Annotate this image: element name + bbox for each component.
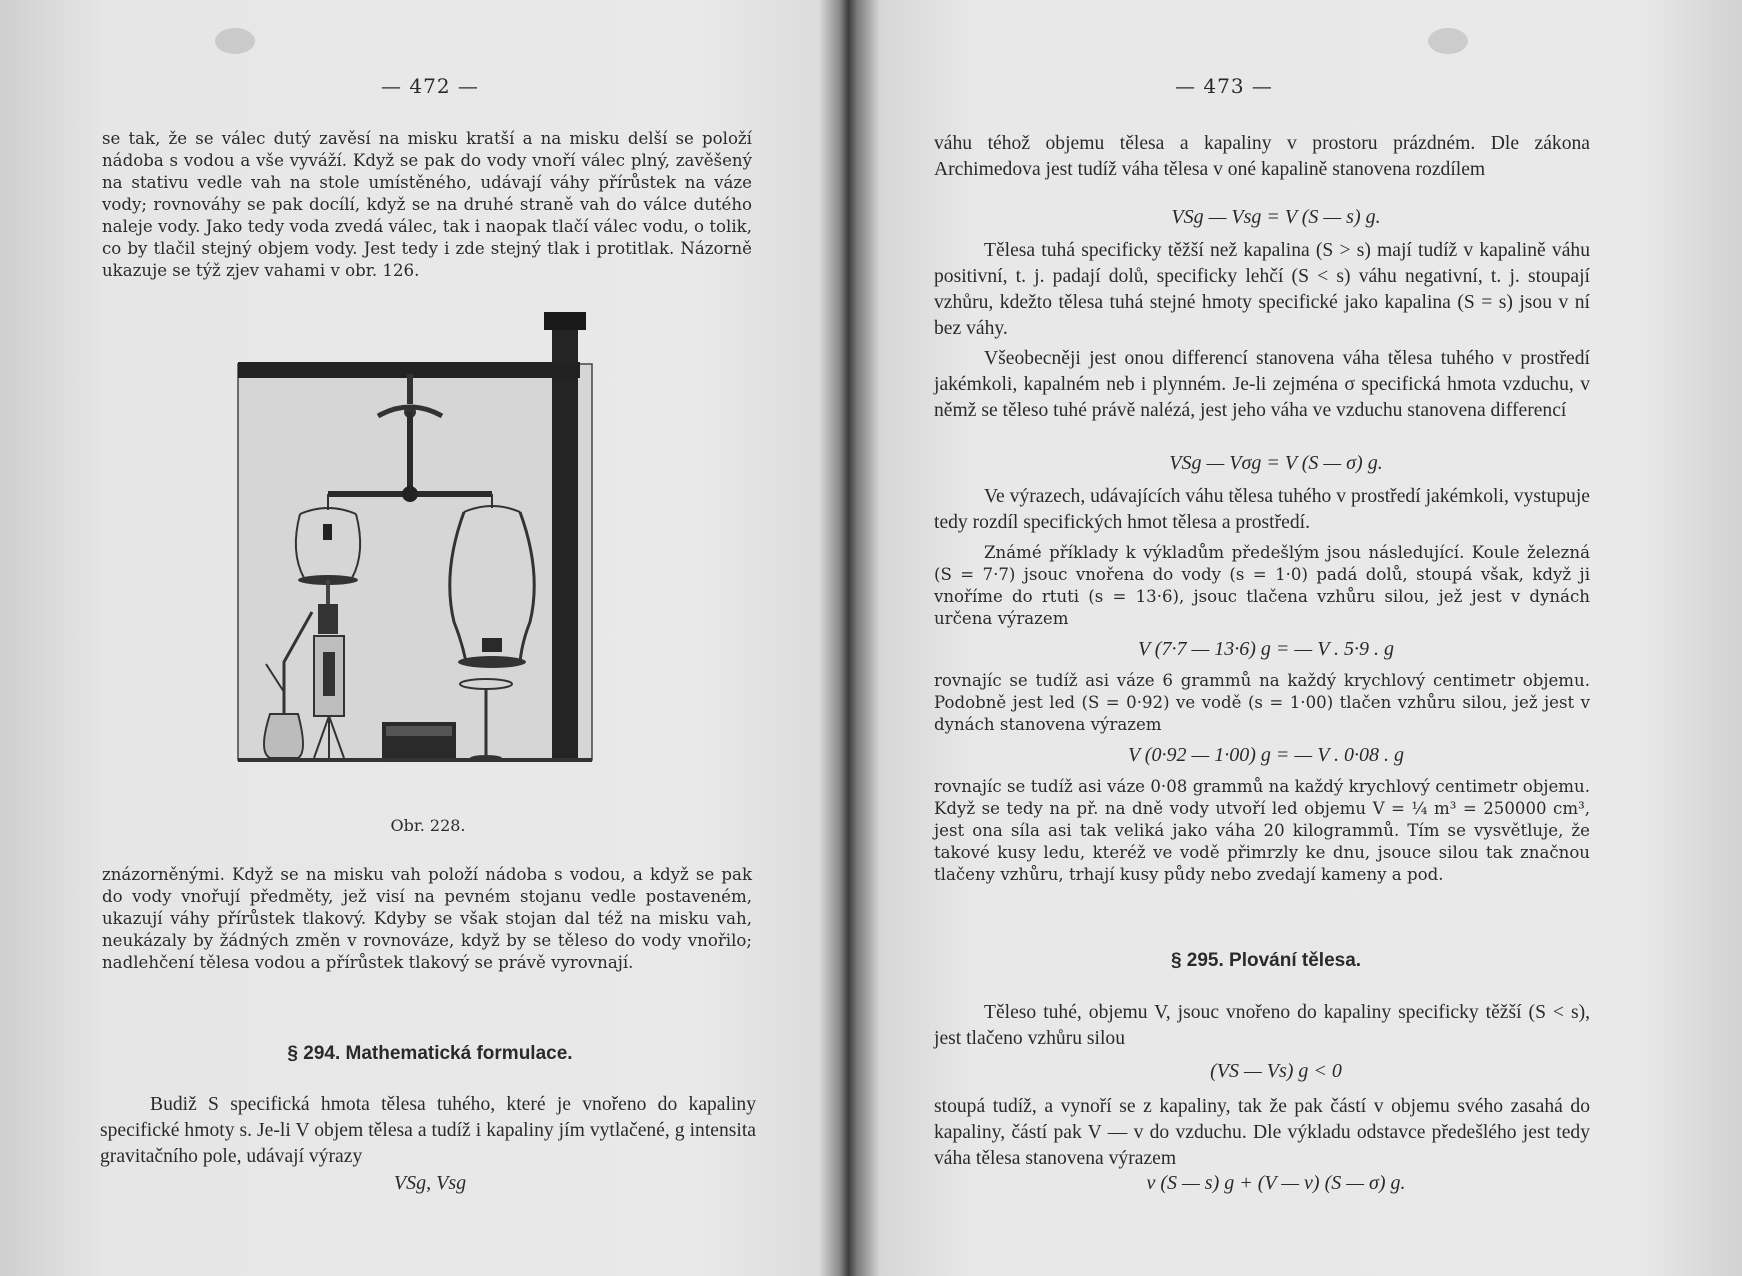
formula-3: V (7·7 — 13·6) g = — V . 5·9 . g: [1137, 638, 1395, 660]
paragraph-intro: se tak, že se válec dutý zavěsí na misku kratší a na misku delší se položí nádoba s vodou a vše vyváží. Když se pak do vody vnoří válec plný, zavěšený na stativu vedle vah na stole umístěného, udávají váhy přírůstek na váze vody; rovnováhy se pak docílí, když se na druhé straně vah do válce dutého naleje vody. Jako tedy voda zvedá válec, tak i naopak tlačí válec vodu, o tolik, co by tlačil stejný objem vody. Jest tedy i zde stejný tlak i protitlak. Názorně ukazuje se týž zjev vahami v obr. 126.: [102, 129, 752, 280]
page-number: — 472 —: [381, 74, 479, 98]
formula-2: VSg — Vσg = V (S — σ) g.: [1169, 452, 1383, 474]
paragraph-1: váhu téhož objemu tělesa a kapaliny v prostoru prázdném. Dle zákona Archimedova jest tudíž váha tělesa v oné kapalině stanovena rozdílem: [934, 133, 1590, 180]
figure-caption: Obr. 228.: [390, 816, 466, 835]
section-heading-295: § 295. Plování tělesa.: [1170, 950, 1362, 971]
page-number: — 473 —: [1175, 74, 1273, 98]
paragraph-section-294: Budiž S specifická hmota tělesa tuhého, které je vnořeno do kapaliny specifické hmoty s. Je-li V objem tělesa a tudíž i kapaliny jím vytlačené, g intensita gravitačního pole, udávají výrazy: [100, 1094, 756, 1167]
paragraph-5: Známé příklady k výkladům předešlým jsou následující. Koule železná (S = 7·7) jsouc vnořena do vody (s = 1·0) padá dolů, stoupá však, když ji vnoříme do rtuti (s = 13·6), jsouc tlačena vzhůru silou, jež jest v dynách určena výrazem: [934, 543, 1590, 628]
paragraph-2: Tělesa tuhá specificky těžší než kapalina (S > s) mají tudíž v kapalině váhu positivní, t. j. padají dolů, specificky lehčí (S < s) váhu negativní, t. j. stoupají vzhůru, kdežto tělesa tuhá stejné hmoty specifické jako kapalina (S = s) jsou v ní bez váhy.: [934, 240, 1590, 339]
left-page: [0, 0, 830, 1276]
paragraph-3: Všeobecněji jest onou differencí stanovena váha tělesa tuhého v prostředí jakémkoli, kapalném neb i plynném. Je-li zejména σ specifická hmota vzduchu, v němž se těleso tuhé právě nalézá, jest jeho váha ve vzduchu stanovena differencí: [934, 348, 1590, 421]
section-heading-294: § 294. Mathematická formulace.: [287, 1043, 573, 1064]
paragraph-8: Těleso tuhé, objemu V, jsouc vnořeno do kapaliny specificky těžší (S < s), jest tlačeno vzhůru silou: [934, 1002, 1590, 1049]
paragraph-4: Ve výrazech, udávajících váhu tělesa tuhého v prostředí jakémkoli, vystupuje tedy rozdíl specifických hmot tělesa a prostředí.: [934, 486, 1590, 533]
formula-1: VSg — Vsg = V (S — s) g.: [1171, 206, 1381, 228]
right-page: [846, 0, 1742, 1276]
figure-balance-apparatus: [230, 312, 606, 792]
paragraph-6: rovnajíc se tudíž asi váze 6 grammů na každý krychlový centimetr objemu. Podobně jest led (S = 0·92) ve vodě (s = 1·00) tlačen vzhůru silou, jež jest v dynách stanovena výrazem: [934, 671, 1590, 734]
formula-6: v (S — s) g + (V — v) (S — σ) g.: [1146, 1172, 1406, 1194]
paragraph-after-figure: znázorněnými. Když se na misku vah položí nádoba s vodou, a když se pak do vody vnořují předměty, jež visí na pevném stojanu vedle postaveném, ukazují váhy přírůstek tlakový. Kdyby se však stojan dal též na misku vah, neukázaly by žádných změn v rovnováze, když by se těleso do vody vnořilo; nadlehčení tělesa vodou a přírůstek tlakový se právě vyrovnají.: [102, 865, 752, 972]
formula-4: V (0·92 — 1·00) g = — V . 0·08 . g: [1127, 744, 1405, 766]
paragraph-7: rovnajíc se tudíž asi váze 0·08 grammů na každý krychlový centimetr objemu. Když se tedy na př. na dně vody utvoří led objemu V = ¼ m³ = 250000 cm³, jest ona síla asi tak veliká jako váha 20 kilogrammů. Tím se vysvětluje, že takové kusy ledu, kteréž ve vodě přimrzly ke dnu, jsouce silou tak značnou tlačeny vzhůru, trhají kusy půdy nebo zvedají kameny a pod.: [934, 777, 1590, 884]
formula-5: (VS — Vs) g < 0: [1210, 1060, 1342, 1082]
formula-vsg: VSg, Vsg: [393, 1172, 467, 1194]
balance-apparatus-illustration: [230, 312, 606, 792]
paragraph-9: stoupá tudíž, a vynoří se z kapaliny, tak že pak částí v objemu svého zasahá do kapaliny, částí pak V — v do vzduchu. Dle výkladu odstavce předešlého jest tedy váha tělesa stanovena výrazem: [934, 1096, 1590, 1169]
